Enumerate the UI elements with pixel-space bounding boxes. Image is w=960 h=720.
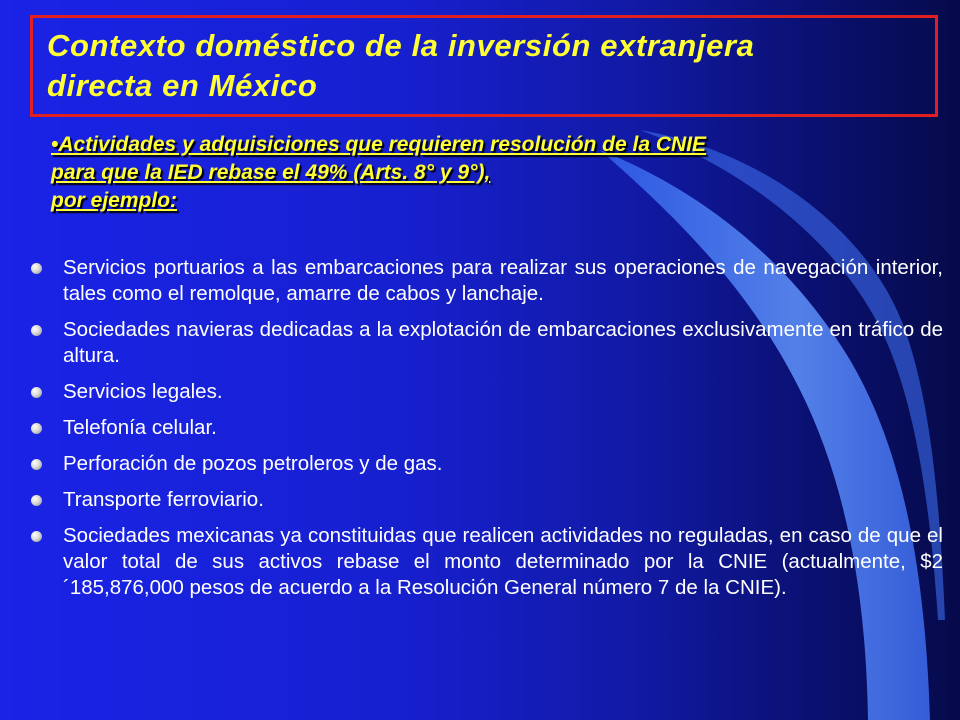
list-item — [31, 379, 943, 405]
bullet-icon — [31, 423, 42, 434]
list-item-text: Servicios legales. — [63, 380, 223, 403]
title-line-2: directa en México — [47, 68, 318, 103]
bullet-icon — [31, 531, 42, 542]
title-line-1: Contexto doméstico de la inversión extranjera — [47, 28, 755, 63]
list-item-text: Sociedades navieras dedicadas a la explotación de embarcaciones exclusivamente en tráfico de altura. — [63, 318, 943, 367]
list-item — [31, 317, 943, 369]
list-item-text: Perforación de pozos petroleros y de gas. — [63, 452, 443, 475]
bullet-icon — [31, 459, 42, 470]
subtitle-line-3: por ejemplo: — [51, 189, 178, 212]
bullet-icon — [31, 387, 42, 398]
list-item — [31, 255, 943, 307]
list-item — [31, 415, 943, 441]
list-item-text: Telefonía celular. — [63, 416, 217, 439]
list-item — [31, 487, 943, 513]
slide-title — [47, 26, 921, 106]
list-item — [31, 523, 943, 601]
subtitle-line-2: para que la IED rebase el 49% (Arts. 8° y 9°), — [51, 161, 491, 184]
bullet-icon — [31, 325, 42, 336]
list-item — [31, 451, 943, 477]
bullet-icon — [31, 263, 42, 274]
subtitle — [51, 131, 911, 215]
bullet-list — [31, 255, 943, 611]
list-item-text: Transporte ferroviario. — [63, 488, 264, 511]
title-box — [30, 15, 938, 117]
subtitle-line-1: •Actividades y adquisiciones que requieren resolución de la CNIE — [51, 133, 707, 156]
list-item-text: Sociedades mexicanas ya constituidas que realicen actividades no reguladas, en caso de que el valor total de sus activos rebase el monto determinado por la CNIE (actualmente, $2´185,876,000 pesos de acuerdo a la Resolución General número 7 de la CNIE). — [63, 524, 943, 599]
bullet-icon — [31, 495, 42, 506]
list-item-text: Servicios portuarios a las embarcaciones para realizar sus operaciones de navegación interior, tales como el remolque, amarre de cabos y lanchaje. — [63, 256, 943, 305]
